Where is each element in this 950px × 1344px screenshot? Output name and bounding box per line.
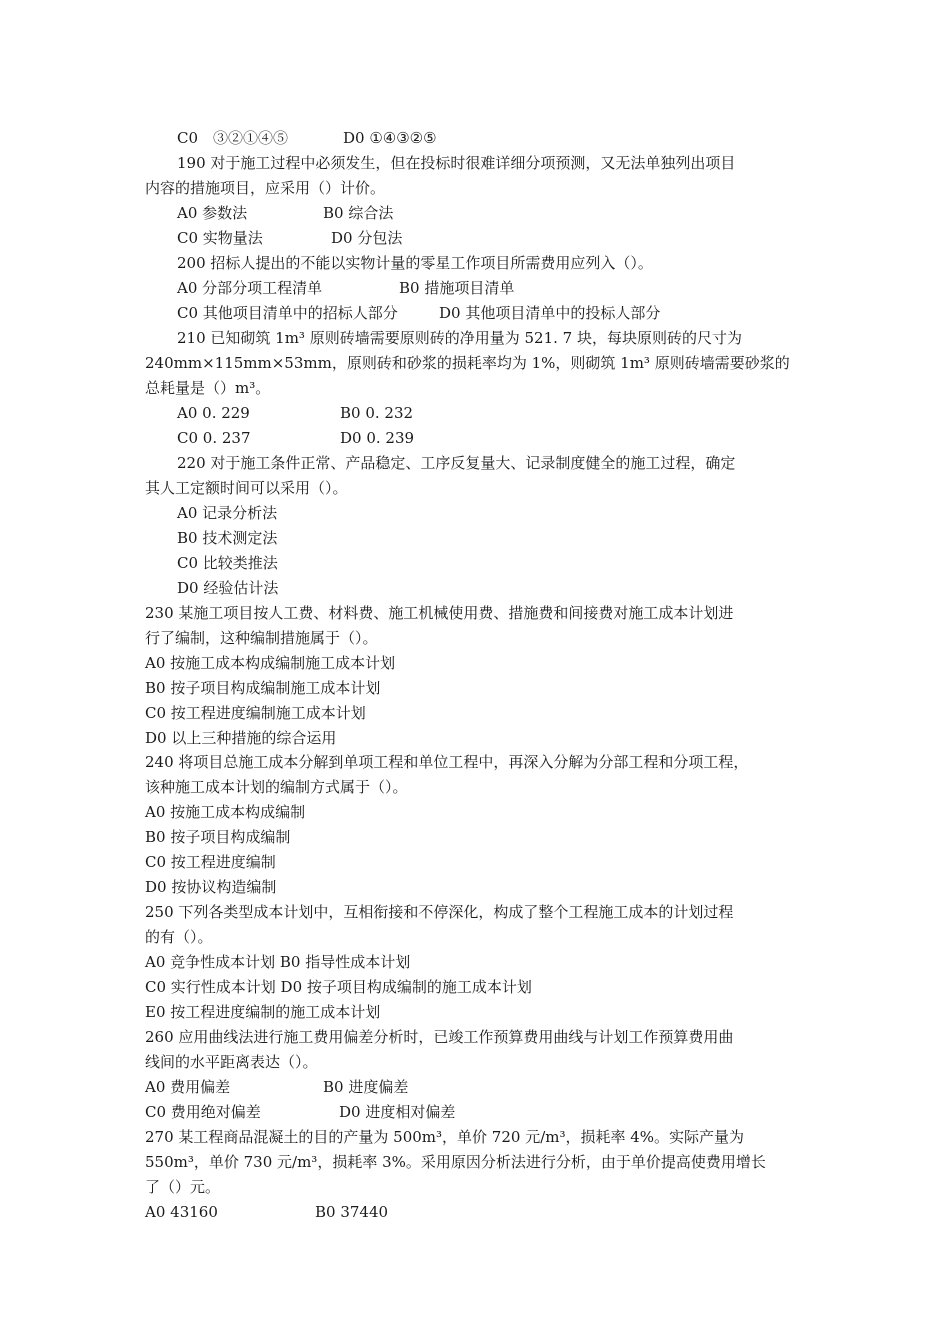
options-line [145, 1202, 389, 1222]
options-line: A0 竞争性成本计划 B0 指导性成本计划 [145, 953, 411, 971]
question-23-text-cont: 行了编制，这种编制措施属于（）。 [145, 629, 378, 647]
option-a: A0 分部分项工程清单 [177, 279, 323, 297]
option-a: A0 记录分析法 [177, 504, 278, 522]
option-c: C0 按工程进度编制施工成本计划 [145, 704, 366, 722]
options-line [145, 1102, 456, 1122]
option-d: D0 ①④③②⑤ [343, 129, 437, 147]
option-b: B0 按子项目构成编制施工成本计划 [145, 679, 381, 697]
option-d: D0 进度相对偏差 [339, 1103, 456, 1121]
option-c: C0 ③②①④⑤ [177, 129, 289, 147]
question-25-text-cont: 的有（）。 [145, 928, 213, 946]
option-a: A0 参数法 [177, 204, 248, 222]
option-b: B0 37440 [315, 1203, 389, 1221]
option-a: A0 43160 [145, 1203, 218, 1221]
question-21-text-cont: 总耗量是（）m³。 [145, 379, 271, 397]
question-20-text: 200 招标人提出的不能以实物计量的零星工作项目所需费用应列入（）。 [177, 254, 653, 272]
option-a: A0 0. 229 [177, 404, 250, 422]
option-e: E0 按工程进度编制的施工成本计划 [145, 1003, 381, 1021]
question-22-text-cont: 其人工定额时间可以采用（）。 [145, 479, 348, 497]
question-26-text-cont: 线间的水平距离表达（）。 [145, 1053, 318, 1071]
option-c: C0 0. 237 [177, 429, 251, 447]
options-line [177, 403, 414, 423]
option-b: B0 按子项目构成编制 [145, 828, 291, 846]
question-22-text: 220 对于施工条件正常、产品稳定、工序反复量大、记录制度健全的施工过程，确定 [177, 454, 736, 472]
option-d: D0 以上三种措施的综合运用 [145, 729, 337, 747]
options-line [145, 1077, 409, 1097]
option-d: D0 其他项目清单中的投标人部分 [439, 304, 661, 322]
option-c: C0 比较类推法 [177, 554, 278, 572]
option-c: C0 费用绝对偏差 [145, 1103, 261, 1121]
options-line [177, 203, 394, 223]
option-b: B0 0. 232 [340, 404, 414, 422]
option-b: B0 综合法 [323, 204, 394, 222]
option-b: B0 技术测定法 [177, 529, 278, 547]
option-c: C0 实物量法 [177, 229, 263, 247]
question-24-text-cont: 该种施工成本计划的编制方式属于（）。 [145, 778, 408, 796]
options-line [177, 278, 515, 298]
question-26-text: 260 应用曲线法进行施工费用偏差分析时，已竣工作预算费用曲线与计划工作预算费用曲 [145, 1028, 734, 1046]
options-line [177, 303, 661, 323]
option-b: B0 措施项目清单 [399, 279, 515, 297]
options-line [177, 428, 415, 448]
question-27-text-cont: 550m³，单价 730 元/m³，损耗率 3%。采用原因分析法进行分析，由于单价提高使费用增长 [145, 1153, 766, 1171]
question-25-text: 250 下列各类型成本计划中，互相衔接和不停深化，构成了整个工程施工成本的计划过程 [145, 903, 734, 921]
question-23-text: 230 某施工项目按人工费、材料费、施工机械使用费、措施费和间接费对施工成本计划进 [145, 604, 734, 622]
option-d: D0 按协议构造编制 [145, 878, 277, 896]
option-b: B0 进度偏差 [323, 1078, 409, 1096]
question-19-text: 190 对于施工过程中必须发生，但在投标时很难详细分项预测，又无法单独列出项目 [177, 154, 736, 172]
question-27-text-cont: 了（）元。 [145, 1178, 221, 1196]
question-21-text-cont: 240mm×115mm×53mm，原则砖和砂浆的损耗率均为 1%，则砌筑 1m³ 原则砖墙需要砂浆的 [145, 354, 790, 372]
question-21-text: 210 已知砌筑 1m³ 原则砖墙需要原则砖的净用量为 521. 7 块，每块原则砖的尺寸为 [177, 329, 742, 347]
option-a: A0 按施工成本构成编制 [145, 803, 306, 821]
question-19-text-cont: 内容的措施项目，应采用（）计价。 [145, 179, 386, 197]
option-d: D0 经验估计法 [177, 579, 279, 597]
options-line [177, 128, 437, 148]
options-line: C0 实行性成本计划 D0 按子项目构成编制的施工成本计划 [145, 978, 532, 996]
question-27-text: 270 某工程商品混凝土的目的产量为 500m³，单价 720 元/m³，损耗率 4%。实际产量为 [145, 1128, 745, 1146]
option-a: A0 按施工成本构成编制施工成本计划 [145, 654, 396, 672]
option-c: C0 其他项目清单中的招标人部分 [177, 304, 398, 322]
option-c: C0 按工程进度编制 [145, 853, 276, 871]
option-a: A0 费用偏差 [145, 1078, 231, 1096]
options-line [177, 228, 403, 248]
option-d: D0 分包法 [331, 229, 403, 247]
option-d: D0 0. 239 [340, 429, 415, 447]
question-24-text: 240 将项目总施工成本分解到单项工程和单位工程中，再深入分解为分部工程和分项工程， [145, 753, 749, 771]
